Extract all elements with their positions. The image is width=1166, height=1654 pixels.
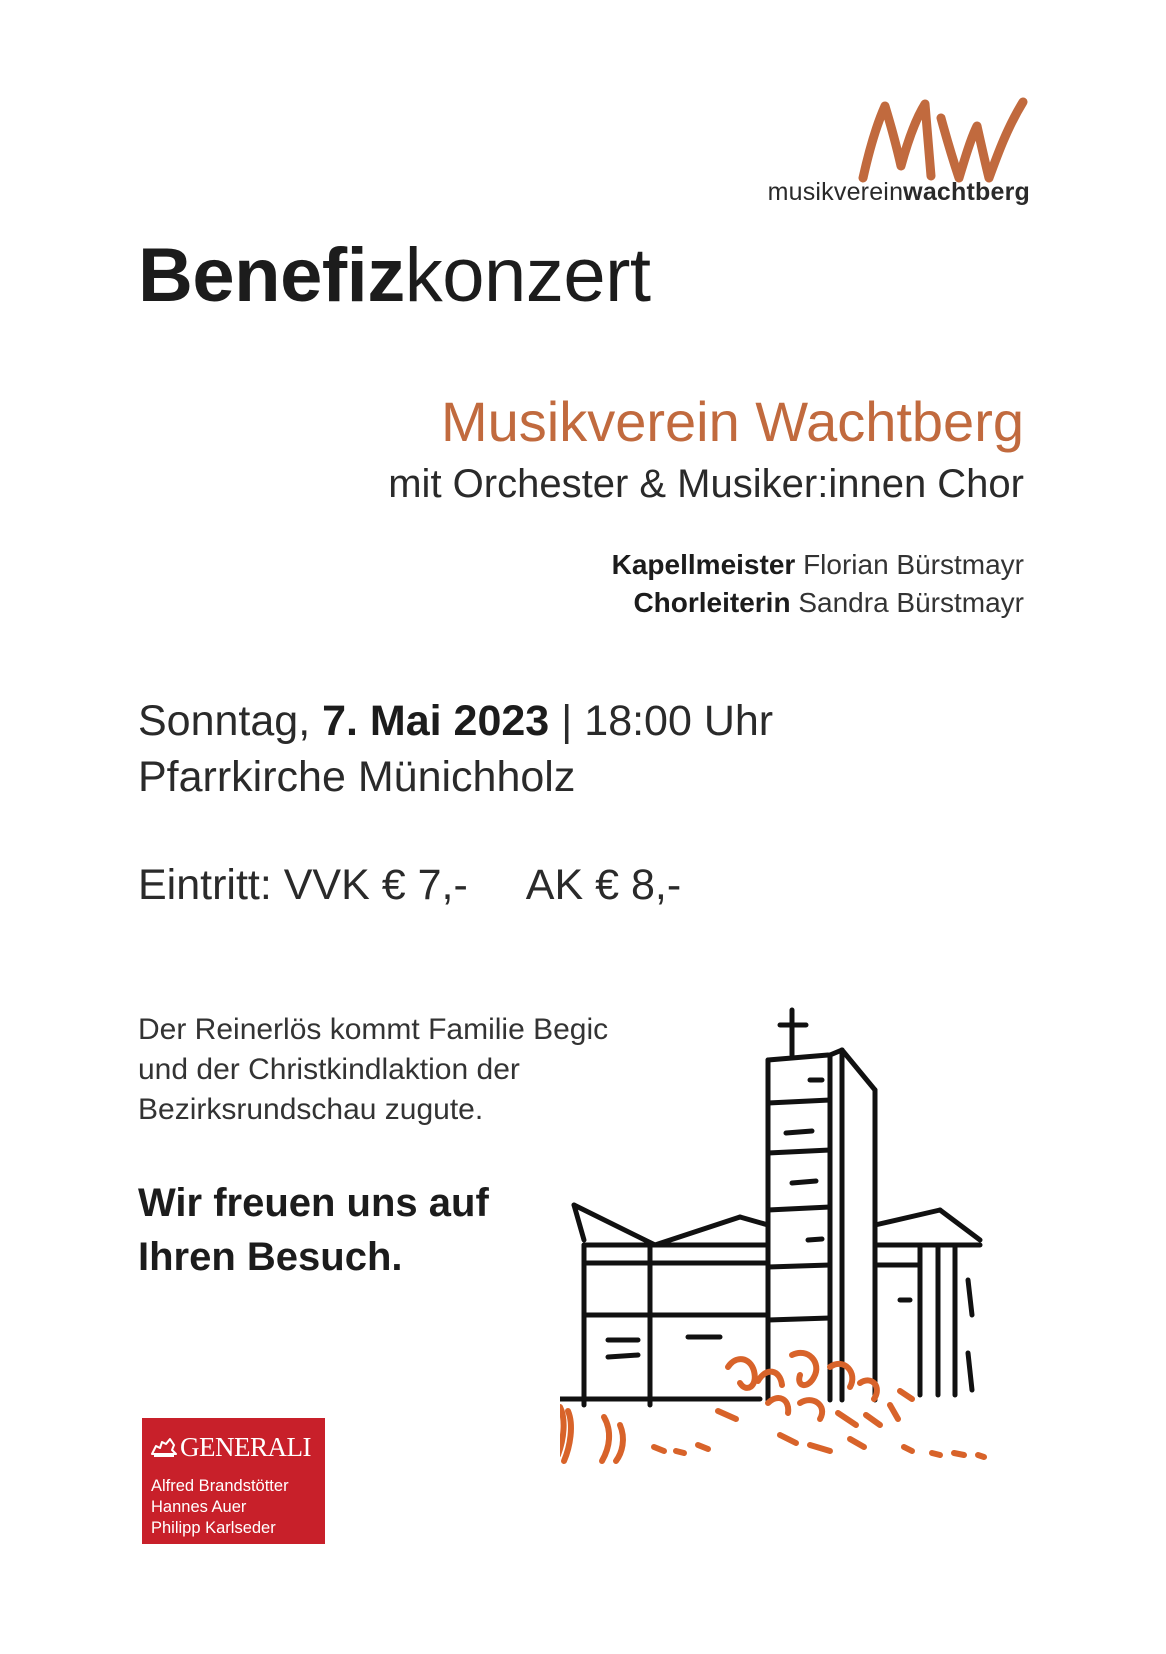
ensemble-name: Musikverein Wachtberg — [440, 390, 1024, 453]
mw-logo-icon — [855, 96, 1030, 186]
sponsor-name: Philipp Karlseder — [151, 1519, 276, 1537]
choir-role: Chorleiterin — [633, 587, 791, 618]
sponsor-names — [151, 1476, 289, 1539]
welcome-line: Ihren Besuch. — [138, 1235, 403, 1279]
event-location: Pfarrkirche Münichholz — [138, 753, 576, 801]
choir-leader-line — [633, 589, 1024, 617]
lion-icon — [150, 1436, 178, 1458]
welcome-line: Wir freuen uns auf — [138, 1181, 489, 1225]
event-date-line — [138, 697, 774, 745]
title-bold: Benefiz — [138, 233, 405, 318]
event-date: 7. Mai 2023 — [322, 697, 550, 745]
church-drawing-icon — [560, 995, 1040, 1550]
price-box-office: AK € 8,- — [525, 861, 682, 909]
conductor-name: Florian Bürstmayr — [803, 549, 1024, 580]
sponsor-badge — [142, 1418, 325, 1544]
price-presale: Eintritt: VVK € 7,- — [138, 861, 468, 909]
choir-name: Sandra Bürstmayr — [798, 587, 1024, 618]
benefit-line: und der Christkindlaktion der — [138, 1053, 520, 1086]
page-title — [138, 233, 651, 318]
conductor-line — [612, 551, 1024, 579]
title-light: konzert — [404, 233, 651, 318]
benefit-line: Bezirksrundschau zugute. — [138, 1093, 484, 1126]
event-time: 18:00 Uhr — [584, 697, 774, 745]
logo-wordmark: musikvereinwachtberg — [767, 178, 1030, 206]
event-separator: | — [561, 697, 573, 745]
price-line — [138, 861, 682, 909]
benefit-line: Der Reinerlös kommt Familie Begic — [138, 1013, 609, 1046]
event-day: Sonntag, — [138, 697, 311, 745]
sponsor-name: Alfred Brandstötter — [151, 1477, 289, 1495]
conductor-role: Kapellmeister — [611, 549, 796, 580]
welcome-text — [138, 1176, 489, 1284]
sponsor-name: Hannes Auer — [151, 1498, 247, 1516]
sponsor-brand: GENERALI — [150, 1432, 320, 1463]
ensemble-subtitle: mit Orchester & Musiker:innen Chor — [388, 462, 1024, 506]
